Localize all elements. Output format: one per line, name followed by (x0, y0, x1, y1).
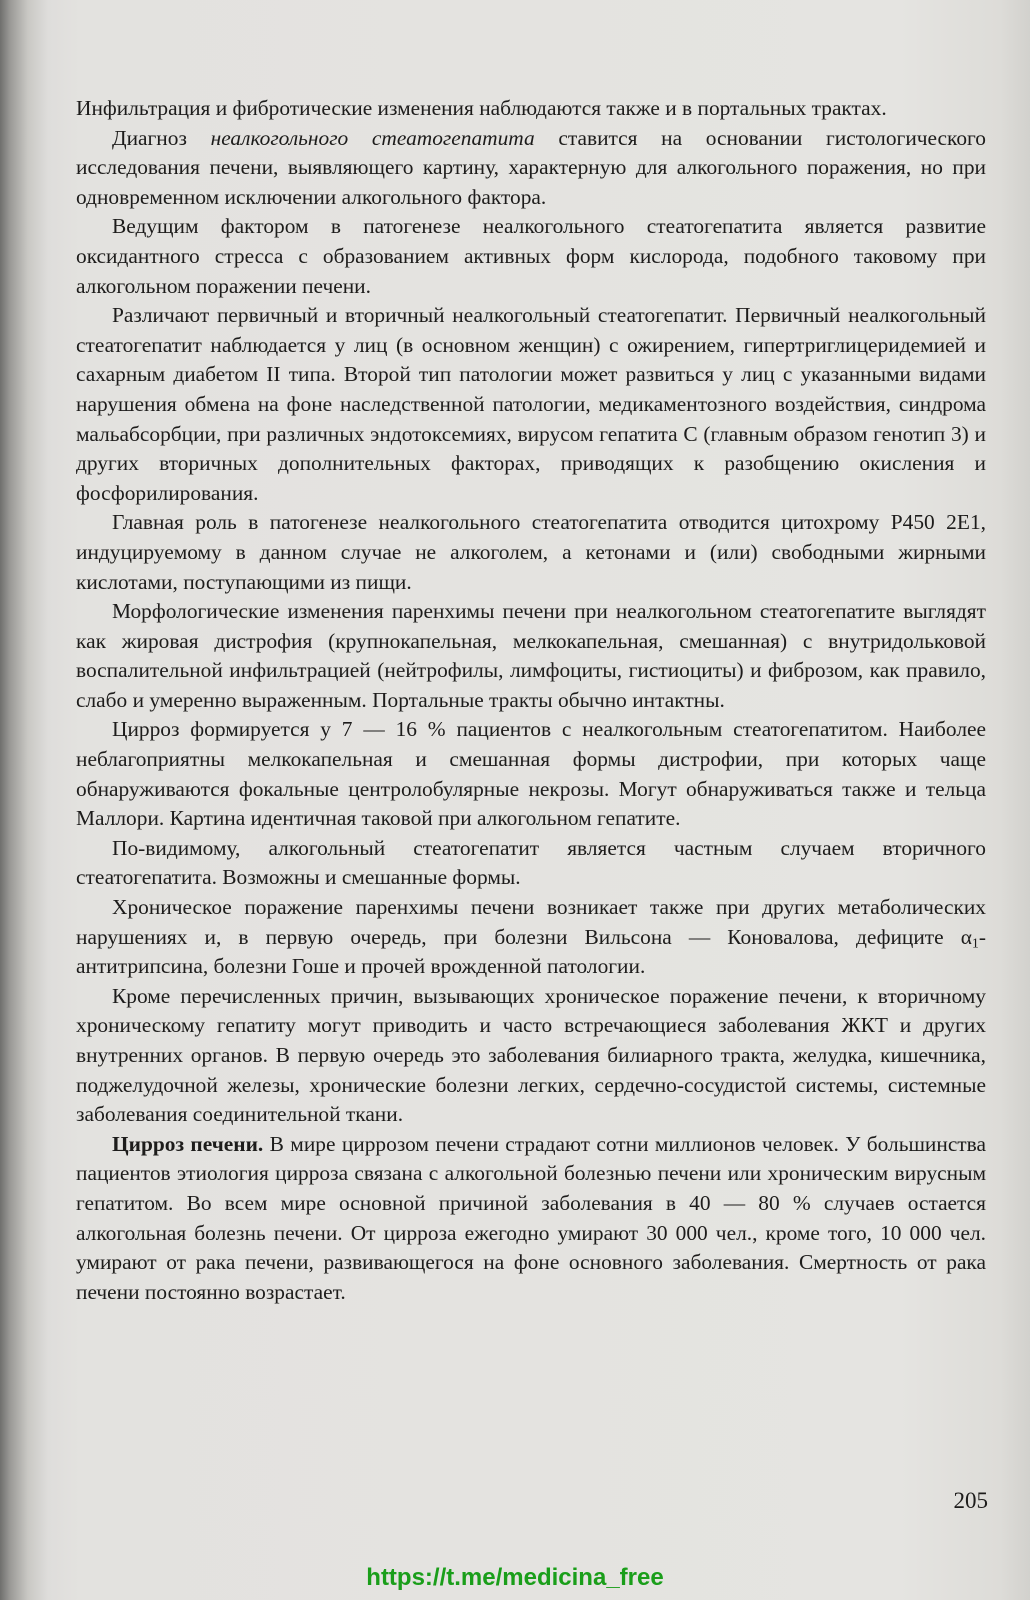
paragraph-9-before: Хроническое поражение паренхимы печени возникает также при других метаболических нарушениях и, в первую очередь, при болезни Вильсона — Коновалова, дефиците α (76, 895, 986, 949)
paragraph-4: Различают первичный и вторичный неалкогольный стеатогепатит. Первичный неалкогольный стеатогепатит наблюдается у лиц (в основном женщин) с ожирением, гипертриглицеридемией и сахарным диабетом II типа. Второй тип патологии может развиться у лиц с указанными видами нарушения обмена на фоне наследственной патологии, медикаментозного воздействия, синдрома мальабсорбции, при различных эндотоксемиях, вирусом гепатита С (главным образом генотип 3) и других вторичных дополнительных факторах, приводящих к разобщению окисления и фосфорилирования. (76, 303, 986, 505)
paragraph-2-after: ставится на основании гистологического исследования печени, выявляющего картину, характерную для алкогольного поражения, но при одновременном исключении алкогольного фактора. (76, 125, 986, 209)
paragraph-2-before: Диагноз (112, 125, 211, 150)
paragraph-9-after: -антитрипсина, болезни Гоше и прочей врожденной патологии. (76, 924, 986, 979)
paragraph-11 (76, 1130, 986, 1308)
paragraph-6: Морфологические изменения паренхимы печени при неалкогольном стеатогепатите выглядят как жировая дистрофия (крупнокапельная, мелкокапельная, смешанная) с внутридольковой воспалительной инфильтрацией (нейтрофилы, лимфоциты, гистиоциты) и фиброзом, как правило, слабо и умеренно выраженным. Портальные тракты обычно интактны. (76, 599, 986, 712)
paragraph-5: Главная роль в патогенезе неалкогольного стеатогепатита отводится цитохрому Р450 2Е1, индуцируемому в данном случае не алкоголем, а кетонами и (или) свободными жирными кислотами, поступающими из пищи. (76, 510, 986, 594)
section-heading: Цирроз печени. (112, 1131, 264, 1156)
watermark-link[interactable]: https://t.me/medicina_free (366, 1564, 664, 1591)
paragraph-2 (76, 124, 986, 213)
paragraph-3: Ведущим фактором в патогенезе неалкогольного стеатогепатита является развитие оксидантного стресса с образованием активных форм кислорода, подобного таковому при алкогольном поражении печени. (76, 214, 986, 298)
italic-term: неалкогольного стеатогепатита (210, 125, 535, 150)
paragraph-8: По-видимому, алкогольный стеатогепатит является частным случаем вторичного стеатогепатита. Возможны и смешанные формы. (76, 835, 986, 890)
paragraph-10: Кроме перечисленных причин, вызывающих хроническое поражение печени, к вторичному хроническому гепатиту могут приводить и часто встречающиеся заболевания ЖКТ и других внутренних органов. В первую очередь это заболевания билиарного тракта, желудка, кишечника, поджелудочной железы, хронические болезни легких, сердечно-сосудистой системы, системные заболевания соединительной ткани. (76, 983, 986, 1127)
paragraph-11-text: В мире циррозом печени страдают сотни миллионов человек. У большинства пациентов этиология цирроза связана с алкогольной болезнью печени или хроническим вирусным гепатитом. Во всем мире основной причиной заболевания в 40 — 80 % случаев остается алкогольная болезнь печени. От цирроза ежегодно умирают 30 000 чел., кроме того, 10 000 чел. умирают от рака печени, развивающегося на фоне основного заболевания. Смертность от рака печени постоянно возрастает. (76, 1131, 986, 1304)
alpha-subscript: 1 (971, 936, 979, 952)
paragraph-7: Цирроз формируется у 7 — 16 % пациентов с неалкогольным стеатогепатитом. Наиболее неблагоприятны мелкокапельная и смешанная формы дистрофии, при которых чаще обнаруживаются фокальные центролобулярные некрозы. Могут обнаруживаться также и тельца Маллори. Картина идентичная таковой при алкогольном гепатите. (76, 717, 986, 831)
page-number: 205 (953, 1488, 988, 1513)
paragraph-1: Инфильтрация и фибротические изменения наблюдаются также и в портальных трактах. (76, 96, 887, 120)
paragraph-9 (76, 893, 986, 982)
body-text (76, 94, 986, 1307)
